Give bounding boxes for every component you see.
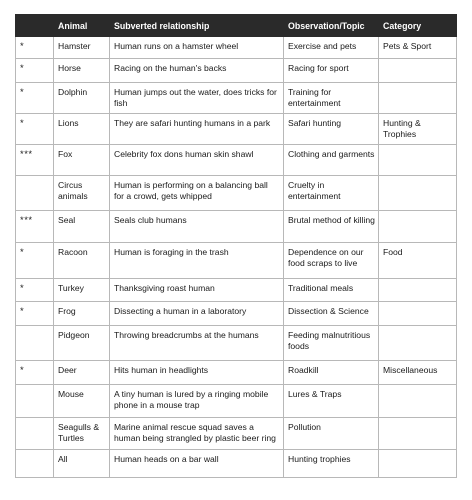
- cell-relationship: Human runs on a hamster wheel: [110, 37, 284, 59]
- header-category: Category: [379, 15, 457, 37]
- table-row: [16, 211, 457, 243]
- cell-animal: Fox: [54, 145, 110, 176]
- table-row: [16, 279, 457, 302]
- cell-relationship: Racing on the human's backs: [110, 59, 284, 83]
- cell-animal: Mouse: [54, 385, 110, 418]
- cell-rating: *: [16, 279, 54, 302]
- cell-category: [379, 176, 457, 211]
- header-animal: Animal: [54, 15, 110, 37]
- table-row: [16, 361, 457, 385]
- cell-category: [379, 326, 457, 361]
- table-row: [16, 385, 457, 418]
- cell-animal: Lions: [54, 114, 110, 145]
- cell-category: [379, 211, 457, 243]
- cell-topic: Hunting trophies: [284, 450, 379, 478]
- cell-animal: Seagulls & Turtles: [54, 418, 110, 450]
- cell-relationship: Thanksgiving roast human: [110, 279, 284, 302]
- cell-rating: *: [16, 361, 54, 385]
- cell-topic: Racing for sport: [284, 59, 379, 83]
- cell-relationship: Seals club humans: [110, 211, 284, 243]
- cell-relationship: Human jumps out the water, does tricks for fish: [110, 83, 284, 114]
- table-row: [16, 83, 457, 114]
- table-row: [16, 176, 457, 211]
- table-row: [16, 418, 457, 450]
- cell-category: [379, 385, 457, 418]
- cell-topic: Brutal method of killing: [284, 211, 379, 243]
- cell-animal: Hamster: [54, 37, 110, 59]
- cell-topic: Safari hunting: [284, 114, 379, 145]
- cell-rating: [16, 418, 54, 450]
- cell-topic: Clothing and garments: [284, 145, 379, 176]
- cell-animal: Racoon: [54, 243, 110, 279]
- cell-rating: *: [16, 83, 54, 114]
- table-row: [16, 59, 457, 83]
- cell-rating: [16, 385, 54, 418]
- cell-animal: Horse: [54, 59, 110, 83]
- cell-topic: Cruelty in entertainment: [284, 176, 379, 211]
- table-header: [16, 15, 457, 37]
- cell-relationship: Marine animal rescue squad saves a human being strangled by plastic beer ring: [110, 418, 284, 450]
- cell-topic: Feeding malnutritious foods: [284, 326, 379, 361]
- cell-relationship: A tiny human is lured by a ringing mobile phone in a mouse trap: [110, 385, 284, 418]
- cell-rating: *: [16, 302, 54, 326]
- cell-animal: Deer: [54, 361, 110, 385]
- cell-topic: Dependence on our food scraps to live: [284, 243, 379, 279]
- cell-category: Food: [379, 243, 457, 279]
- cell-category: Hunting & Trophies: [379, 114, 457, 145]
- table-row: [16, 450, 457, 478]
- cell-relationship: Throwing breadcrumbs at the humans: [110, 326, 284, 361]
- cell-topic: Pollution: [284, 418, 379, 450]
- cell-rating: *: [16, 114, 54, 145]
- cell-relationship: Hits human in headlights: [110, 361, 284, 385]
- table-row: [16, 326, 457, 361]
- cell-rating: ***: [16, 211, 54, 243]
- cell-rating: [16, 176, 54, 211]
- cell-animal: Pidgeon: [54, 326, 110, 361]
- cell-topic: Roadkill: [284, 361, 379, 385]
- cell-topic: Traditional meals: [284, 279, 379, 302]
- table-row: [16, 302, 457, 326]
- cell-category: Miscellaneous: [379, 361, 457, 385]
- cell-rating: [16, 326, 54, 361]
- cell-animal: Circus animals: [54, 176, 110, 211]
- cell-animal: All: [54, 450, 110, 478]
- header-row: [16, 15, 457, 37]
- cell-rating: [16, 450, 54, 478]
- cell-category: [379, 418, 457, 450]
- header-topic: Observation/Topic: [284, 15, 379, 37]
- table-row: [16, 145, 457, 176]
- cell-relationship: Celebrity fox dons human skin shawl: [110, 145, 284, 176]
- cell-rating: ***: [16, 145, 54, 176]
- table-row: [16, 114, 457, 145]
- subverted-relationships-table: [15, 14, 457, 478]
- cell-topic: Dissection & Science: [284, 302, 379, 326]
- cell-topic: Lures & Traps: [284, 385, 379, 418]
- cell-rating: *: [16, 59, 54, 83]
- cell-category: [379, 450, 457, 478]
- cell-category: [379, 83, 457, 114]
- cell-animal: Dolphin: [54, 83, 110, 114]
- cell-relationship: Human heads on a bar wall: [110, 450, 284, 478]
- cell-category: [379, 302, 457, 326]
- cell-animal: Seal: [54, 211, 110, 243]
- header-relationship: Subverted relationship: [110, 15, 284, 37]
- cell-relationship: They are safari hunting humans in a park: [110, 114, 284, 145]
- cell-rating: *: [16, 37, 54, 59]
- table-row: [16, 37, 457, 59]
- header-rating: [16, 15, 54, 37]
- cell-relationship: Human is performing on a balancing ball for a crowd, gets whipped: [110, 176, 284, 211]
- cell-category: [379, 279, 457, 302]
- cell-category: [379, 59, 457, 83]
- cell-animal: Turkey: [54, 279, 110, 302]
- table-row: [16, 243, 457, 279]
- cell-relationship: Human is foraging in the trash: [110, 243, 284, 279]
- cell-topic: Exercise and pets: [284, 37, 379, 59]
- cell-animal: Frog: [54, 302, 110, 326]
- cell-relationship: Dissecting a human in a laboratory: [110, 302, 284, 326]
- cell-category: [379, 145, 457, 176]
- cell-rating: *: [16, 243, 54, 279]
- table-body: [16, 37, 457, 478]
- cell-category: Pets & Sport: [379, 37, 457, 59]
- cell-topic: Training for entertainment: [284, 83, 379, 114]
